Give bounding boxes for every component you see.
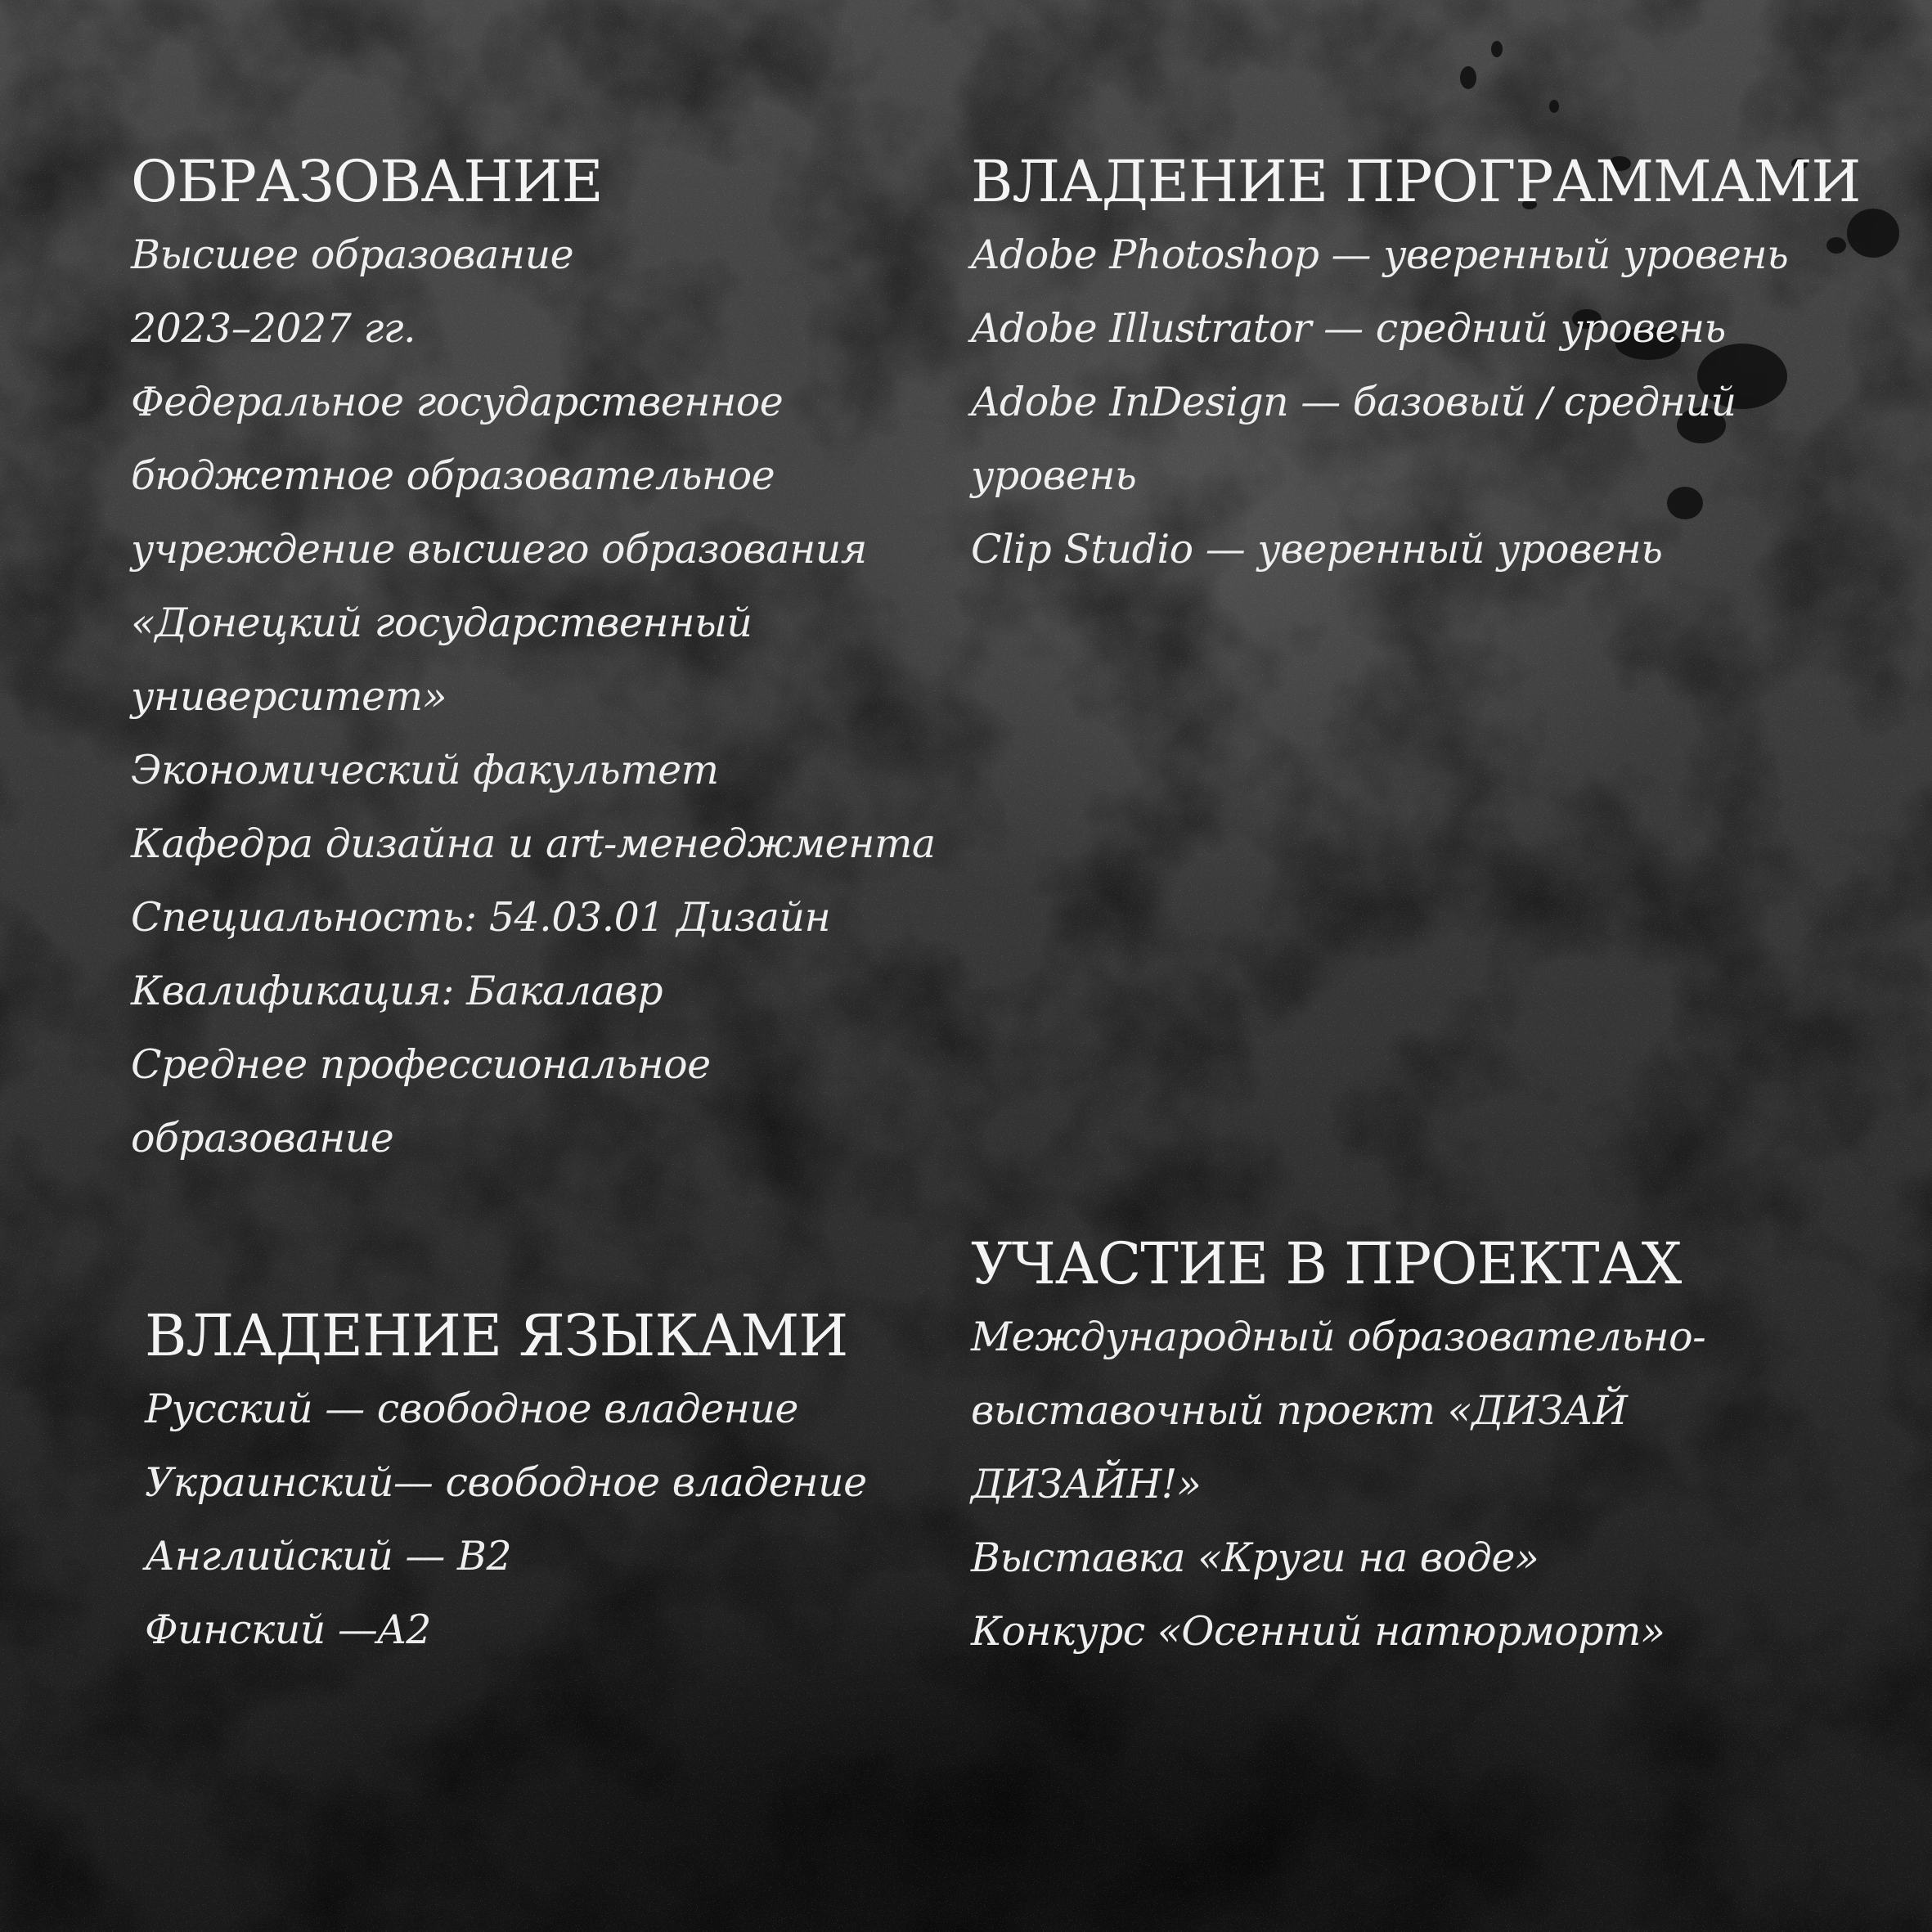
software-line: Clip Studio — уверенный уровень — [971, 526, 1663, 573]
languages-line: Финский —A2 — [145, 1606, 431, 1653]
education-line: образование — [131, 1115, 394, 1161]
languages-line: Английский — B2 — [145, 1533, 512, 1579]
education-line: Федеральное государственное — [131, 379, 784, 425]
software-line: Adobe InDesign — базовый / средний — [971, 379, 1737, 425]
software-section — [971, 145, 1860, 586]
software-line: Adobe Illustrator — средний уровень — [971, 305, 1726, 352]
languages-section — [145, 1299, 867, 1667]
software-heading: ВЛАДЕНИЕ ПРОГРАММАМИ — [971, 148, 1861, 215]
education-line: Специальность: 54.03.01 Дизайн — [131, 894, 831, 941]
education-section — [131, 145, 936, 1175]
projects-line: Конкурс «Осенний натюрморт» — [971, 1608, 1665, 1655]
education-line: Кафедра дизайна и art-менеджмента — [131, 820, 936, 867]
education-line: Среднее профессиональное — [131, 1041, 711, 1088]
software-line: Adobe Photoshop — уверенный уровень — [971, 231, 1789, 278]
education-line: Высшее образование — [131, 231, 574, 278]
languages-line: Украинский— свободное владение — [145, 1459, 867, 1506]
education-heading: ОБРАЗОВАНИЕ — [131, 148, 603, 215]
projects-heading: УЧАСТИЕ В ПРОЕКТАХ — [971, 1230, 1682, 1297]
education-line: бюджетное образовательное — [131, 452, 775, 499]
projects-line: Выставка «Круги на воде» — [971, 1534, 1539, 1581]
education-line: Экономический факультет — [131, 747, 719, 793]
projects-line: выставочный проект «ДИЗАЙ — [971, 1387, 1628, 1434]
education-line: Квалификация: Бакалавр — [131, 968, 663, 1014]
projects-section — [971, 1227, 1705, 1669]
software-line: уровень — [971, 452, 1137, 499]
languages-line: Русский — свободное владение — [145, 1386, 798, 1432]
education-line: учреждение высшего образования — [131, 526, 867, 573]
education-line: 2023–2027 гг. — [131, 305, 416, 352]
education-line: «Донецкий государственный — [131, 600, 753, 646]
education-line: университет» — [131, 673, 447, 720]
languages-heading: ВЛАДЕНИЕ ЯЗЫКАМИ — [145, 1302, 848, 1369]
projects-line: ДИЗАЙН!» — [971, 1461, 1202, 1507]
projects-line: Международный образовательно- — [971, 1314, 1706, 1360]
